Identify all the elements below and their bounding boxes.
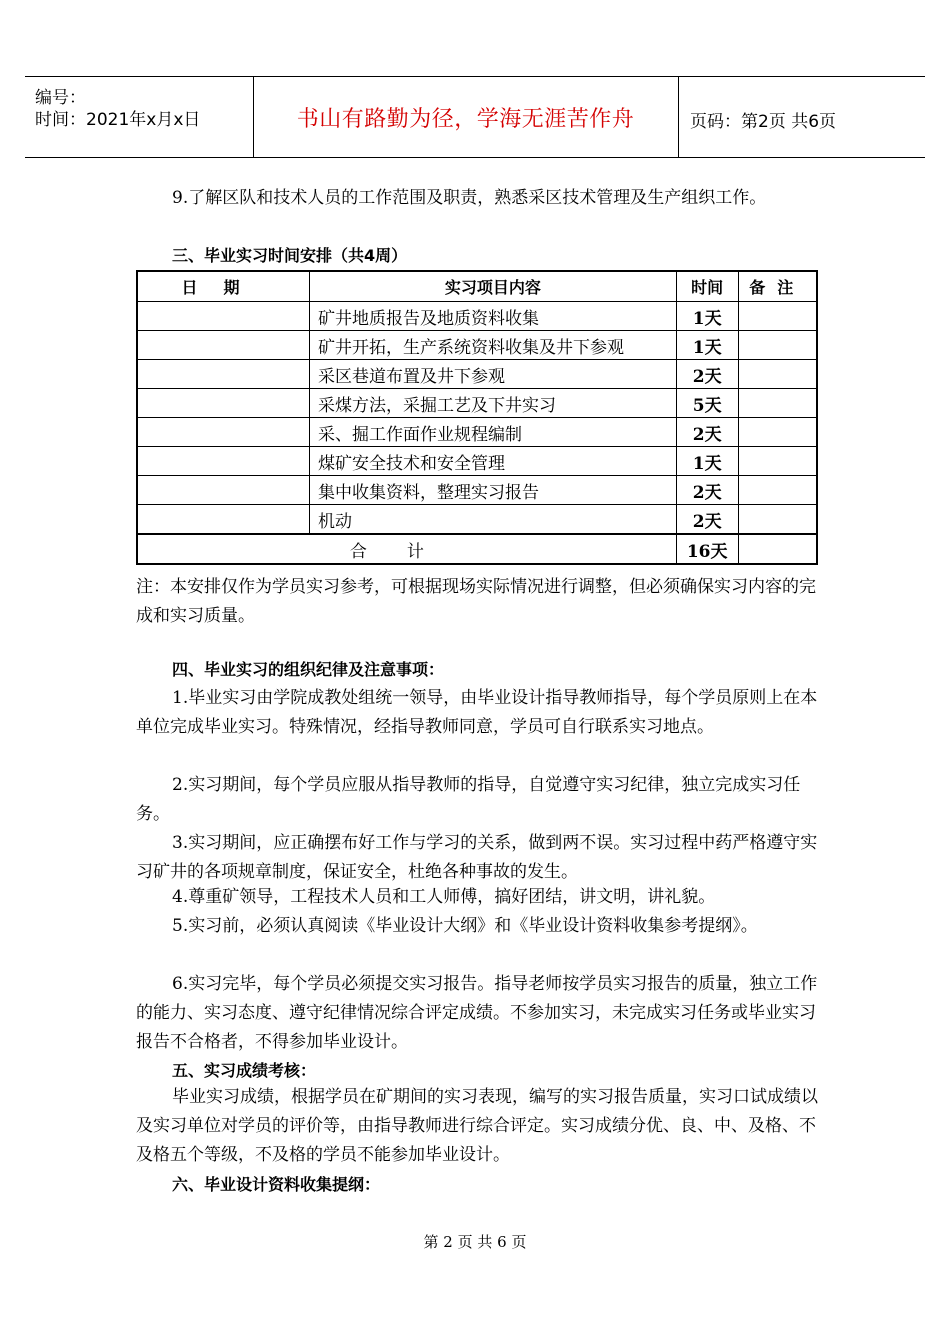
section5-text: 毕业实习成绩，根据学员在矿期间的实习表现，编写的实习报告质量，实习口试成绩以及实习单位对学员的评价等，由指导教师进行综合评定。实习成绩分优、良、中、及格、不及格五个等级，不及格的学员不能参加毕业设计。 <box>136 1087 818 1165</box>
table-row <box>137 447 817 476</box>
content-cell: 矿井开拓，生产系统资料收集及井下参观 <box>310 331 677 360</box>
doc-code-label: 编号： <box>35 88 86 108</box>
time-cell: 1天 <box>676 447 738 476</box>
section4-item-3: 3.实习期间，应正确摆布好工作与学习的关系，做到两不误。实习过程中药严格遵守实习矿井的各项规章制度，保证安全，杜绝各种事故的发生。 <box>136 833 818 882</box>
total-label: 合计 <box>137 534 676 564</box>
note-cell <box>738 476 817 505</box>
content-cell: 煤矿安全技术和安全管理 <box>310 447 677 476</box>
date-cell <box>137 505 310 535</box>
content-cell: 机动 <box>310 505 677 535</box>
note-cell <box>738 389 817 418</box>
time-cell: 5天 <box>676 389 738 418</box>
note-cell <box>738 331 817 360</box>
header-page-label: 页码：第2页 共6页 <box>690 112 837 132</box>
note-cell <box>738 447 817 476</box>
date-cell <box>137 331 310 360</box>
time-cell: 2天 <box>676 476 738 505</box>
table-header-row <box>137 271 817 302</box>
date-cell <box>137 447 310 476</box>
time-cell: 2天 <box>676 360 738 389</box>
header-note: 备注 <box>738 271 817 302</box>
note-cell <box>738 505 817 535</box>
table-row <box>137 389 817 418</box>
time-cell: 2天 <box>676 418 738 447</box>
content-cell: 采、掘工作面作业规程编制 <box>310 418 677 447</box>
section5-title: 五、实习成绩考核： <box>172 1061 317 1080</box>
total-time: 16天 <box>676 534 738 564</box>
table-row <box>137 302 817 331</box>
schedule-note: 注：本安排仅作为学员实习参考，可根据现场实际情况进行调整，但必须确保实习内容的完成和实习质量。 <box>136 577 816 626</box>
date-cell <box>137 302 310 331</box>
section6-title: 六、毕业设计资料收集提纲： <box>172 1175 381 1194</box>
section4-item-5: 5.实习前，必须认真阅读《毕业设计大纲》和《毕业设计资料收集参考提纲》。 <box>172 916 758 936</box>
table-row <box>137 418 817 447</box>
content-cell: 集中收集资料，整理实习报告 <box>310 476 677 505</box>
header-time: 时间 <box>676 271 738 302</box>
page-header <box>25 76 925 158</box>
doc-time-label: 时间：2021年x月x日 <box>35 110 201 130</box>
table-row <box>137 331 817 360</box>
section4-title: 四、毕业实习的组织纪律及注意事项： <box>172 660 445 679</box>
time-cell: 2天 <box>676 505 738 535</box>
header-date: 日期 <box>137 271 310 302</box>
item-9: 9.了解区队和技术人员的工作范围及职责，熟悉采区技术管理及生产组织工作。 <box>172 188 767 208</box>
date-cell <box>137 476 310 505</box>
section4-item-4: 4.尊重矿领导，工程技术人员和工人师傅，搞好团结，讲文明，讲礼貌。 <box>172 887 716 907</box>
note-cell <box>738 418 817 447</box>
note-cell <box>738 534 817 564</box>
section3-title: 三、毕业实习时间安排（共4周） <box>172 246 408 265</box>
section4-item-2: 2.实习期间，每个学员应服从指导教师的指导，自觉遵守实习纪律，独立完成实习任务。 <box>136 775 801 824</box>
header-divider <box>678 77 679 157</box>
section4-item-6: 6.实习完毕，每个学员必须提交实习报告。指导老师按学员实习报告的质量，独立工作的能力、实习态度、遵守纪律情况综合评定成绩。不参加实习，未完成实习任务或毕业实习报告不合格者，不得参加毕业设计。 <box>136 974 818 1052</box>
time-cell: 1天 <box>676 331 738 360</box>
table-row <box>137 360 817 389</box>
content-cell: 采区巷道布置及井下参观 <box>310 360 677 389</box>
section4-item-1: 1.毕业实习由学院成教处组统一领导，由毕业设计指导教师指导，每个学员原则上在本单位完成毕业实习。特殊情况，经指导教师同意，学员可自行联系实习地点。 <box>136 688 818 737</box>
content-cell: 采煤方法，采掘工艺及下井实习 <box>310 389 677 418</box>
date-cell <box>137 360 310 389</box>
schedule-table <box>136 270 818 565</box>
content-cell: 矿井地质报告及地质资料收集 <box>310 302 677 331</box>
table-row <box>137 505 817 535</box>
time-cell: 1天 <box>676 302 738 331</box>
header-motto: 书山有路勤为径，学海无涯苦作舟 <box>296 107 635 132</box>
date-cell <box>137 418 310 447</box>
table-total-row <box>137 534 817 564</box>
page-footer: 第 2 页 共 6 页 <box>423 1233 527 1251</box>
table-row <box>137 476 817 505</box>
note-cell <box>738 360 817 389</box>
note-cell <box>738 302 817 331</box>
header-content: 实习项目内容 <box>310 271 677 302</box>
date-cell <box>137 389 310 418</box>
